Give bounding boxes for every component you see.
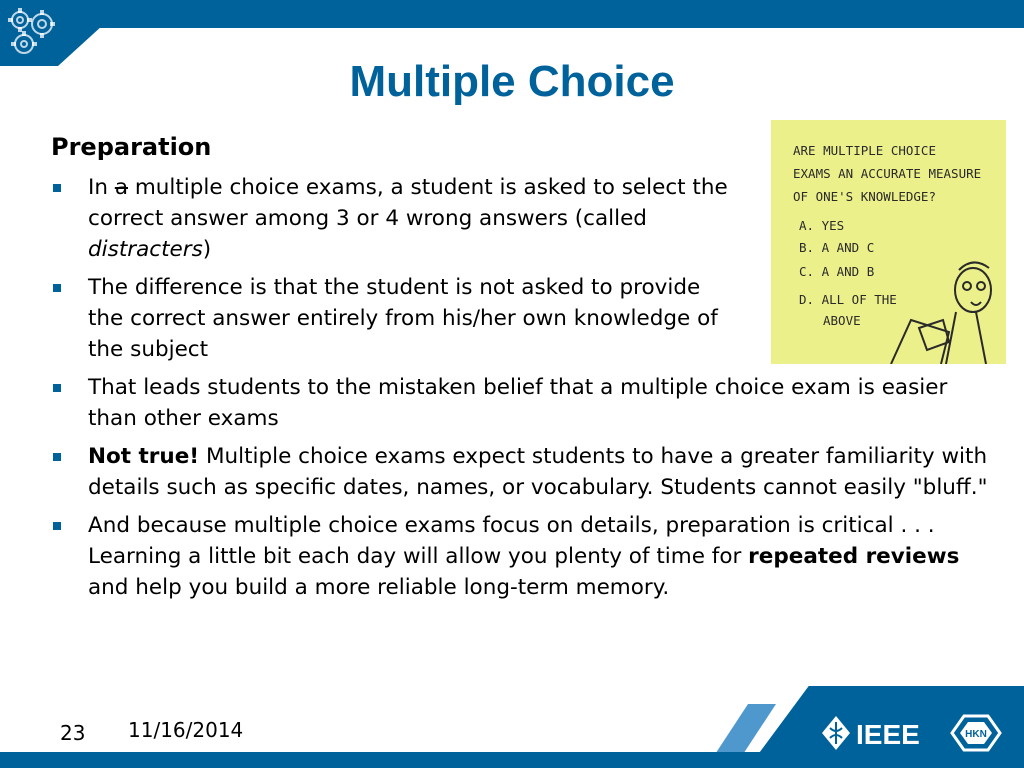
bullet-marker <box>53 522 61 530</box>
hkn-wordmark: HKN <box>965 729 987 740</box>
bullet-text: That leads students to the mistaken belief that a multiple choice exam is easier than other exams <box>88 375 948 431</box>
bold-phrase: repeated reviews <box>748 544 960 569</box>
cartoon-question-line: EXAMS AN ACCURATE MEASURE <box>793 166 982 181</box>
bullet-text: ) <box>202 237 212 262</box>
cartoon-question-line: ARE MULTIPLE CHOICE <box>793 143 936 158</box>
bullet-marker <box>53 184 61 192</box>
bullet-text: multiple choice exams, a student is asked to select the correct answer among 3 or 4 wrong answers (called <box>88 175 728 231</box>
bullet-item <box>51 372 998 434</box>
cartoon-person <box>891 262 991 364</box>
bullet-item <box>51 172 738 265</box>
cartoon-answer: C. A AND B <box>799 264 875 279</box>
ieee-logo <box>818 712 938 754</box>
cartoon-answer: D. ALL OF THE <box>799 292 897 307</box>
bullet-text: In <box>88 175 115 200</box>
cartoon-question-line: OF ONE'S KNOWLEDGE? <box>793 189 936 204</box>
cartoon-drawing <box>771 120 1006 364</box>
cartoon-image <box>771 120 1006 364</box>
cartoon-answer: B. A AND C <box>799 240 875 255</box>
slide-title: Multiple Choice <box>349 57 675 106</box>
bullet-text: and help you build a more reliable long-term memory. <box>88 575 670 600</box>
bullet-item <box>51 441 998 503</box>
bullet-item <box>51 272 738 365</box>
struck-word: a <box>114 175 128 200</box>
cartoon-answer: A. YES <box>799 218 845 233</box>
bullet-item <box>51 510 998 603</box>
footer-bar <box>0 752 1024 768</box>
bullet-marker <box>53 453 61 461</box>
page-number: 23 <box>60 721 86 745</box>
bullet-text: Multiple choice exams expect students to have a greater familiarity with details such as specific dates, names, or vocabulary. Students cannot easily "bluff." <box>88 444 988 500</box>
bullet-marker <box>53 284 61 292</box>
ieee-wordmark: IEEE <box>856 719 920 750</box>
bullet-marker <box>53 384 61 392</box>
bullet-text: And because multiple choice exams focus on details, preparation is critical . . . Learning a little bit each day will allow you plenty of time for <box>88 513 935 569</box>
slide-date: 11/16/2014 <box>128 718 244 742</box>
italic-term: distracters <box>88 237 203 262</box>
cartoon-answer: ABOVE <box>823 313 861 328</box>
bullet-text: The difference is that the student is not asked to provide the correct answer entirely from his/her own knowledge of the subject <box>88 275 718 362</box>
hkn-logo <box>950 712 1002 754</box>
section-heading: Preparation <box>51 133 212 161</box>
header-bar <box>0 0 1024 28</box>
bold-phrase: Not true! <box>88 444 200 469</box>
